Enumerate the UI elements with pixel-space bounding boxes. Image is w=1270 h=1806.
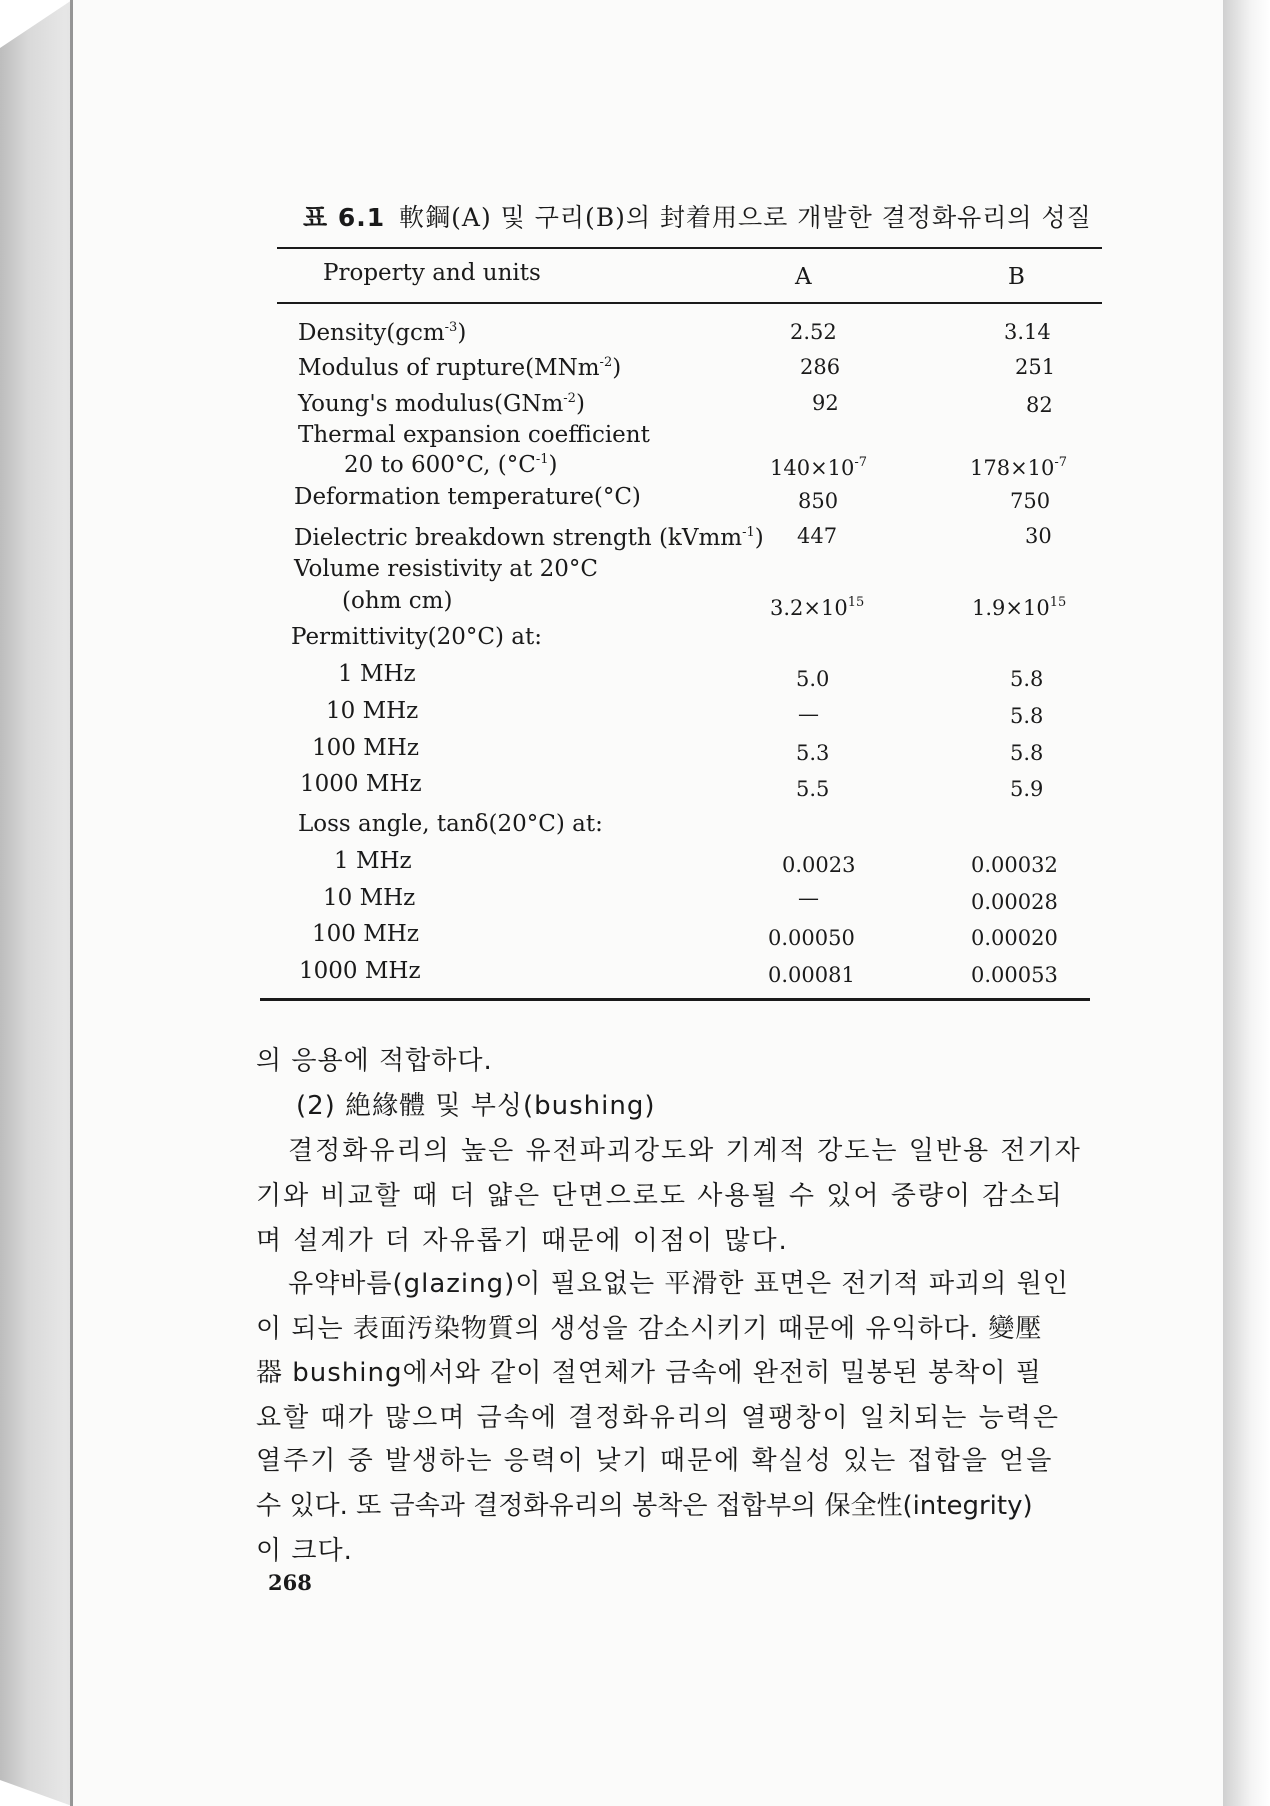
header-property: Property and units — [323, 260, 541, 286]
row-volume-a: $3.2\times 10^{15}$ — [770, 595, 865, 620]
row-dielectric-a: 447 — [797, 524, 838, 548]
row-density-b: 3.14 — [1004, 320, 1051, 344]
row-youngs-a: 92 — [812, 391, 839, 415]
row-loss-100-b: 0.00020 — [971, 926, 1058, 950]
row-perm-1000-a: 5.5 — [796, 777, 830, 801]
row-modulus-rupture-a: 286 — [800, 355, 841, 379]
row-deformation-a: 850 — [798, 489, 839, 513]
row-loss-1-b: 0.00032 — [971, 853, 1058, 877]
row-loss-1-a: 0.0023 — [782, 853, 856, 877]
row-volume-label2: (ohm cm) — [342, 588, 453, 614]
row-density-label: Density(gcm$^{-3}$) — [298, 320, 467, 346]
row-perm-1-a: 5.0 — [796, 667, 830, 691]
row-loss-100-a: 0.00050 — [768, 926, 855, 950]
row-loss-100-label: 100 MHz — [312, 921, 419, 947]
row-loss-1000-label: 1000 MHz — [299, 958, 421, 984]
header-a: A — [795, 264, 812, 290]
row-density-a: 2.52 — [790, 320, 837, 344]
row-dielectric-b: 30 — [1025, 524, 1052, 548]
table-caption — [303, 198, 1092, 234]
row-deformation-b: 750 — [1010, 489, 1051, 513]
table-bottom-rule — [260, 998, 1090, 1001]
body-line-7: 이 되는 表面汚染物質의 생성을 감소시키기 때문에 유익하다. 變壓 — [256, 1314, 1043, 1344]
table-caption-number: 표 6.1 — [303, 203, 386, 232]
row-thermal-label: Thermal expansion coefficient — [298, 422, 650, 448]
table-header-rule — [277, 302, 1102, 304]
row-perm-1-b: 5.8 — [1010, 667, 1044, 691]
row-volume-label: Volume resistivity at 20°C — [294, 556, 598, 582]
row-loss-label: Loss angle, tanδ(20°C) at: — [298, 811, 603, 837]
row-loss-10-label: 10 MHz — [323, 885, 416, 911]
body-line-4: 기와 비교할 때 더 얇은 단면으로도 사용될 수 있어 중량이 감소되 — [256, 1181, 1064, 1211]
body-line-8: 器 bushing에서와 같이 절연체가 금속에 완전히 밀봉된 봉착이 필 — [256, 1358, 1042, 1388]
row-loss-10-a: — — [798, 886, 819, 910]
row-perm-100-label: 100 MHz — [312, 735, 419, 761]
row-perm-10-b: 5.8 — [1010, 704, 1044, 728]
table-caption-text: 軟鋼(A) 및 구리(B)의 封着用으로 개발한 결정화유리의 성질 — [399, 203, 1092, 232]
page-number: 268 — [268, 1570, 312, 1595]
row-youngs-b: 82 — [1026, 393, 1053, 417]
row-loss-1000-a: 0.00081 — [768, 963, 855, 987]
body-line-11: 수 있다. 또 금속과 결정화유리의 봉착은 접합부의 保全性(integrity) — [256, 1491, 1033, 1521]
row-perm-1000-label: 1000 MHz — [300, 771, 422, 797]
page-shadow — [1223, 0, 1270, 1806]
row-volume-b: $1.9\times 10^{15}$ — [972, 595, 1067, 620]
header-b: B — [1008, 264, 1025, 290]
row-perm-100-b: 5.8 — [1010, 741, 1044, 765]
row-deformation-label: Deformation temperature(°C) — [294, 484, 641, 510]
row-perm-1000-b: 5.9 — [1010, 777, 1044, 801]
row-youngs-label: Young's modulus(GNm$^{-2}$) — [298, 391, 585, 417]
row-thermal-b: $178\times 10^{-7}$ — [970, 455, 1068, 480]
row-permittivity-label: Permittivity(20°C) at: — [291, 624, 542, 650]
row-perm-1-label: 1 MHz — [338, 661, 416, 687]
row-perm-10-a: — — [798, 702, 819, 726]
row-perm-100-a: 5.3 — [796, 741, 830, 765]
body-line-10: 열주기 중 발생하는 응력이 낮기 때문에 확실성 있는 접합을 얻을 — [256, 1446, 1054, 1476]
body-line-1: 의 응용에 적합하다. — [256, 1046, 493, 1076]
row-thermal-label2: 20 to 600°C, $(^\circ C^{-1})$ — [344, 452, 558, 478]
body-line-3: 결정화유리의 높은 유전파괴강도와 기계적 강도는 일반용 전기자 — [288, 1136, 1082, 1166]
book-spine — [0, 0, 72, 1806]
body-line-9: 요할 때가 많으며 금속에 결정화유리의 열팽창이 일치되는 능력은 — [256, 1403, 1060, 1433]
row-loss-1000-b: 0.00053 — [971, 963, 1058, 987]
body-line-5: 며 설계가 더 자유롭기 때문에 이점이 많다. — [256, 1226, 789, 1256]
body-line-6: 유약바름(glazing)이 필요없는 平滑한 표면은 전기적 파괴의 원인 — [288, 1269, 1069, 1299]
row-dielectric-label: Dielectric breakdown strength (kVmm$^{-1}$) — [294, 525, 764, 551]
row-modulus-rupture-b: 251 — [1015, 355, 1056, 379]
row-thermal-a: $140\times 10^{-7}$ — [770, 455, 868, 480]
row-loss-1-label: 1 MHz — [334, 848, 412, 874]
row-loss-10-b: 0.00028 — [971, 890, 1058, 914]
table-top-rule — [277, 247, 1102, 249]
row-perm-10-label: 10 MHz — [326, 698, 419, 724]
section-heading-insulators: (2) 絶緣體 및 부싱(bushing) — [296, 1091, 656, 1121]
row-modulus-rupture-label: Modulus of rupture(MNm$^{-2}$) — [298, 355, 622, 381]
body-line-12: 이 크다. — [256, 1536, 353, 1566]
